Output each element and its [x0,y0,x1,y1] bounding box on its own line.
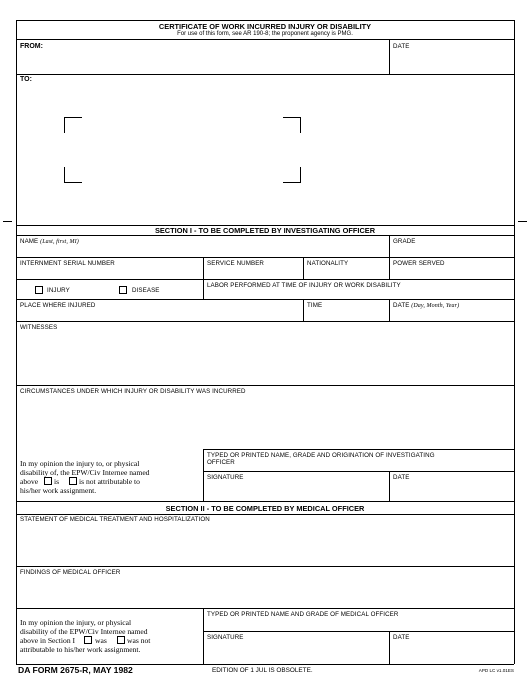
s1-opinion-line4: his/her work assignment. [20,486,97,495]
findings-bottom-line [16,608,514,609]
s2-was-not-checkbox[interactable] [117,636,125,644]
service-number-label: SERVICE NUMBER [207,260,264,267]
time-label: TIME [307,302,323,309]
s2-opinion-line2: disability of the EPW/Civ Internee named [20,627,148,636]
fold-mark-left [3,221,12,222]
section1-title-bottom-line [16,235,514,236]
version-note: APD LC v1.01ES [478,668,514,673]
witnesses-field[interactable] [17,332,513,384]
med-signature-label: SIGNATURE [207,634,244,641]
section1-title: SECTION I - TO BE COMPLETED BY INVESTIGATING OFFICER [154,226,376,235]
address-corner-bottom-left [64,167,82,183]
s1-is-not-checkbox[interactable] [69,477,77,485]
witnesses-label: WITNESSES [20,324,58,331]
isn-row-right-bottom-line [203,279,514,280]
disease-label: DISEASE [132,287,160,294]
s2-opinion-was-not: was not [127,636,151,645]
statement-field[interactable] [17,524,513,565]
witnesses-bottom-line [16,385,514,386]
address-corner-top-left [64,117,82,133]
section2-title: SECTION II - TO BE COMPLETED BY MEDICAL OFFICER [165,504,365,513]
name-row-bottom-line [16,257,514,258]
findings-field[interactable] [17,577,513,607]
fold-mark-right [518,221,527,222]
labor-label: LABOR PERFORMED AT TIME OF INJURY OR WORK DISABILITY [207,282,401,289]
name-field[interactable] [17,245,388,256]
form-id: DA FORM 2675-R, MAY 1982 [18,665,133,675]
from-field[interactable] [17,40,388,73]
s1-opinion-line2: disability of, the EPW/Civ Internee named [20,468,150,477]
nationality-field[interactable] [304,267,388,278]
from-bottom-line [16,74,514,75]
s2-opinion-line4: attributable to his/her work assignment. [20,645,141,654]
s2-opinion-above: above in Section I [20,636,76,645]
officer-signature-label: SIGNATURE [207,474,244,481]
address-corner-top-right [283,117,301,133]
disease-checkbox[interactable] [119,286,127,294]
injury-checkbox[interactable] [35,286,43,294]
s2-opinion-was: was [95,636,107,645]
med-name-bottom-line [203,631,514,632]
form-title: CERTIFICATE OF WORK INCURRED INJURY OR DISABILITY [158,22,372,31]
statement-label: STATEMENT OF MEDICAL TREATMENT AND HOSPITALIZATION [20,516,210,523]
statement-bottom-line [16,566,514,567]
isn-label: INTERNMENT SERIAL NUMBER [20,260,115,267]
place-date-label-text: DATE [393,302,410,309]
circumstances-field[interactable] [17,396,513,448]
injury-label: INJURY [47,287,70,294]
med-signature-field[interactable] [204,642,388,663]
officer-sig-date-field[interactable] [390,482,513,500]
s1-opinion-is: is [54,477,60,486]
grade-field[interactable] [390,245,513,256]
section2-title-bottom-line [16,514,514,515]
med-date-label: DATE [393,634,410,641]
address-corner-bottom-right [283,167,301,183]
name-label-text: NAME [20,238,39,245]
nationality-label: NATIONALITY [307,260,349,267]
labor-field[interactable] [204,289,513,298]
circumstances-label: CIRCUMSTANCES UNDER WHICH INJURY OR DISABILITY WAS INCURRED [20,388,246,395]
place-field[interactable] [17,309,302,320]
med-date-field[interactable] [390,642,513,663]
service-number-field[interactable] [204,267,302,278]
s1-opinion-above: above [20,477,39,486]
circumstances-right-bottom-line [203,449,514,450]
officer-name-bottom-line [203,471,514,472]
edition-note: EDITION OF 1 JUL IS OBSOLETE. [212,667,313,674]
from-label: FROM: [20,43,43,50]
frame-right-line [514,20,515,664]
place-row-bottom-line [16,321,514,322]
s1-opinion-line1: In my opinion the injury to, or physical [20,459,140,468]
officer-name-field[interactable] [204,466,513,470]
officer-signature-field[interactable] [204,482,388,500]
findings-label: FINDINGS OF MEDICAL OFFICER [20,569,121,576]
place-label: PLACE WHERE INJURED [20,302,96,309]
s2-opinion-line1: In my opinion the injury, or physical [20,618,132,627]
officer-sig-date-label: DATE [393,474,410,481]
name-hint: (Last, first, MI) [40,239,79,245]
s2-was-checkbox[interactable] [84,636,92,644]
isn-row-left-bottom-line [16,279,204,280]
power-served-label: POWER SERVED [393,260,445,267]
med-name-label: TYPED OR PRINTED NAME AND GRADE OF MEDICAL OFFICER [207,611,399,618]
officer-name-label-2: OFFICER [207,459,235,466]
frame-top-line [16,20,514,21]
form-subtitle: For use of this form, see AR 190-8; the proponent agency is PMG. [177,31,353,37]
injury-date-field[interactable] [390,309,513,320]
isn-field[interactable] [17,267,202,278]
from-date-label: DATE [393,43,410,50]
from-date-field[interactable] [390,40,513,73]
labor-row-bottom-line [16,299,514,300]
officer-name-label-1: TYPED OR PRINTED NAME, GRADE AND ORIGINATION OF INVESTIGATING [207,452,435,459]
med-name-field[interactable] [204,619,513,630]
s1-opinion-is-not: is not attributable to [79,477,140,486]
grade-label: GRADE [393,238,416,245]
section2-top-line [16,501,514,502]
to-label: TO: [20,76,32,83]
place-date-hint: (Day, Month, Year) [411,303,460,309]
time-field[interactable] [304,309,388,320]
to-address-field[interactable] [64,117,301,183]
s1-is-checkbox[interactable] [44,477,52,485]
power-served-field[interactable] [390,267,513,278]
